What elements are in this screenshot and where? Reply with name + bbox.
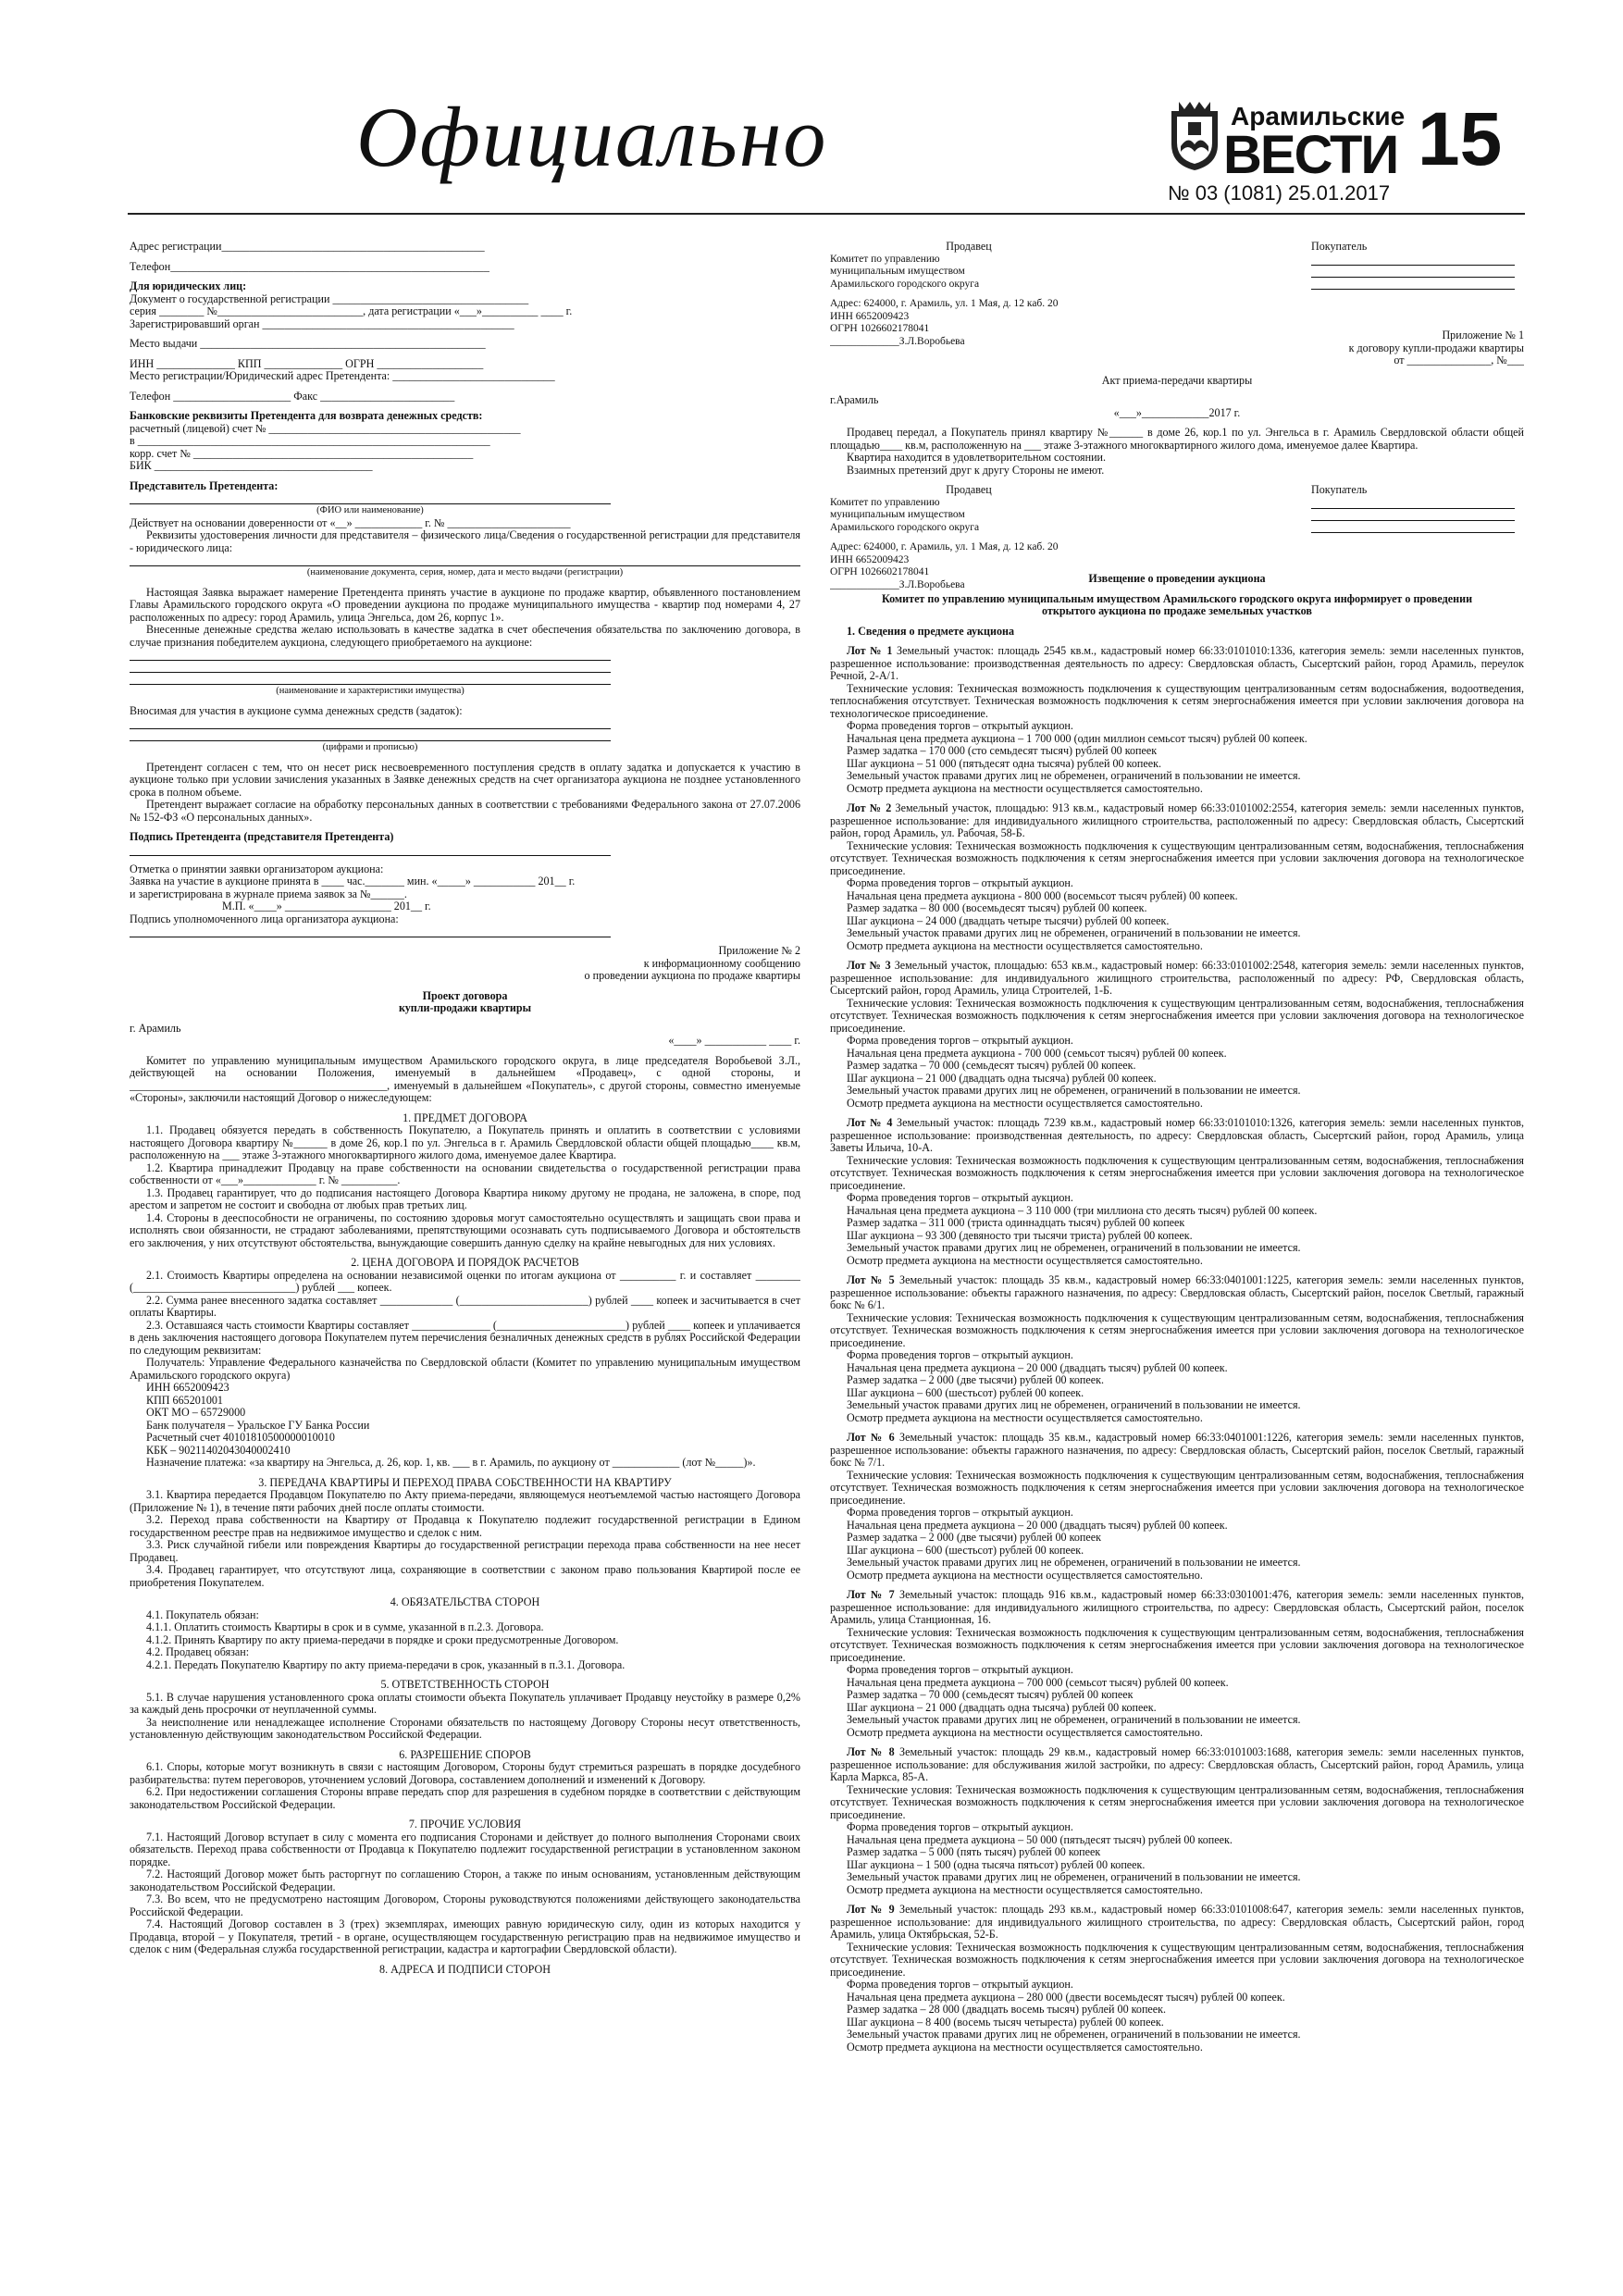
lot-text: Земельный участок, площадью: 653 кв.м., кадастровый номер: 66:33:0101002:2548, категория земель: земли населенных пунктов, разрешенное использование: для индивидуального жилищного строительства, расположенный по адресу: РФ, Свердловская область, Сысертский район, город Арамиль, улица Строителей, 1-Б.: [830, 959, 1524, 997]
lot-form: Форма проведения торгов – открытый аукцион.: [847, 1034, 1073, 1047]
paragraph: 4.1. Покупатель обязан:: [146, 1607, 259, 1621]
text-line: ОГРН 1026602178041: [830, 323, 930, 334]
paragraph: Претендент выражает согласие на обработку персональных данных в соответствии с требованиями Федерального закона от 27.07.2006 № 152-ФЗ «О персональных данных».: [130, 798, 800, 824]
lot-item: [830, 1904, 1524, 2061]
lot-form: Форма проведения торгов – открытый аукцион.: [847, 719, 1073, 732]
lot-start-price: Начальная цена предмета аукциона – 20 000 (двадцать тысяч) рублей 00 копеек.: [847, 1518, 1228, 1532]
lot-number: Лот № 2: [847, 801, 892, 814]
subheading: Подпись Претендента (представителя Претендента): [130, 830, 394, 843]
text-line: Телефон_________________________________________________________: [130, 259, 489, 273]
text-line: г. Арамиль: [130, 1021, 181, 1035]
lot-step: Шаг аукциона – 600 (шестьсот) рублей 00 копеек.: [847, 1543, 1084, 1557]
text-line: М.П. «____» ___________________ 201__ г.: [222, 900, 431, 912]
lot-start-price: Начальная цена предмета аукциона – 20 000 (двадцать тысяч) рублей 00 копеек.: [847, 1360, 1228, 1374]
lot-inspection: Осмотр предмета аукциона на местности осуществляется самостоятельно.: [847, 2040, 1203, 2054]
lot-item: [830, 1589, 1524, 1746]
lot-deposit: Размер задатка – 5 000 (пять тысяч) рублей 00 копеек: [847, 1845, 1101, 1858]
lot-text: Земельный участок: площадь 35 кв.м., кадастровый номер 66:33:0401001:1226, категория земель: земли населенных пунктов, разрешенное использование: объекты гаражного назначения, по адресу: Свердловская область, Сысертский район, поселок Светлый, гаражный бокс № 7/1.: [830, 1431, 1524, 1469]
lot-deposit: Размер задатка – 170 000 (сто семьдесят тысяч) рублей 00 копеек: [847, 744, 1158, 757]
lot-tech: Технические условия: Техническая возможность подключения к существующим централизованным сетям, водоснабжения, теплоснабжения отсутствует. Техническая возможность подключения к сетям энергоснабжения имеется при условии заключения договора на технологическое присоединение.: [830, 1940, 1524, 1979]
lot-start-price: Начальная цена предмета аукциона – 280 000 (двести восемьдесят тысяч) рублей 00 копеек.: [847, 1990, 1285, 2004]
lot-number: Лот № 3: [847, 959, 891, 972]
paragraph: 2.3. Оставшаяся часть стоимости Квартиры составляет ______________ (_______________________) рублей ____ копеек и уплачивается в день заключения настоящего договора Покупателем путем перечисления безналичных денежных средств в рублях Российской Федерации по следующим реквизитам:: [130, 1318, 800, 1357]
header-rule: [128, 213, 1525, 215]
lots-list: [830, 645, 1524, 2061]
paragraph: Взаимных претензий друг к другу Стороны не имеют.: [847, 463, 1105, 477]
lot-inspection: Осмотр предмета аукциона на местности осуществляется самостоятельно.: [847, 1096, 1203, 1110]
lot-inspection: Осмотр предмета аукциона на местности осуществляется самостоятельно.: [847, 938, 1203, 952]
notice-title: Извещение о проведении аукциона: [1088, 572, 1266, 585]
text-line: Место выдачи ___________________________________________________: [130, 337, 486, 350]
lot-description: [830, 802, 1524, 840]
section-heading: 5. ОТВЕТСТВЕННОСТЬ СТОРОН: [380, 1678, 550, 1691]
text-line: Действует на основании доверенности от «__» ____________ г. № ______________________: [130, 515, 571, 529]
lot-number: Лот № 1: [847, 644, 893, 657]
section-heading: 4. ОБЯЗАТЕЛЬСТВА СТОРОН: [390, 1595, 540, 1608]
paragraph: 7.1. Настоящий Договор вступает в силу с момента его подписания Сторонами и действует до полного выполнения Сторонами своих обязательств. Переход права собственности от Продавца к Покупателю подлежит государственной регистрации в установленном законом порядке.: [130, 1830, 800, 1868]
lot-step: Шаг аукциона – 93 300 (девяносто три тысячи триста) рублей 00 копеек.: [847, 1228, 1193, 1242]
paragraph: 3.3. Риск случайной гибели или повреждения Квартиры до государственной регистрации перехода права собственности на нее несет Продавец.: [130, 1538, 800, 1564]
lot-text: Земельный участок: площадь 35 кв.м., кадастровый номер 66:33:0401001:1225, категория земель: земли населенных пунктов, разрешенное использование: объекты гаражного назначения, по адресу: Свердловская область, Сысертский район, поселок Светлый, гаражный бокс № 6/1.: [830, 1273, 1524, 1311]
paragraph: Получатель: Управление Федерального казначейства по Свердловской области (Комитет по управлению муниципальным имуществом Арамильского городского округа): [130, 1356, 800, 1382]
lot-form: Форма проведения торгов – открытый аукцион.: [847, 1348, 1073, 1361]
lot-tech: Технические условия: Техническая возможность подключения к существующим централизованным сетям, водоснабжения, теплоснабжения отсутствует. Техническая возможность подключения к сетям энергоснабжения имеется при условии заключения договора на технологическое присоединение.: [830, 1153, 1524, 1192]
lot-tech: Технические условия: Техническая возможность подключения к существующим централизованным сетям водоснабжения, водоотведения, теплоснабжения отсутствует. Техническая возможность подключения к сетям энергоснабжения имеется при условии заключения договора на технологическое присоединение.: [830, 681, 1524, 720]
paragraph: За неисполнение или ненадлежащее исполнение Сторонами обязательств по настоящему Договору Стороны несут ответственность, установленную действующим законодательством Российской Федерации.: [130, 1715, 800, 1741]
paragraph: 4.2.1. Передать Покупателю Квартиру по акту приема-передачи в срок, указанный в п.3.1. Договора.: [146, 1657, 626, 1671]
lot-encumbrance: Земельный участок правами других лиц не обременен, ограничений в пользовании не имеется.: [847, 2028, 1301, 2041]
lot-tech: Технические условия: Техническая возможность подключения к существующим централизованным сетям, водоснабжения, теплоснабжения отсутствует. Техническая возможность подключения к сетям энергоснабжения имеется при условии заключения договора на технологическое присоединение.: [830, 1310, 1524, 1349]
text-line: Реквизиты удостоверения личности для представителя – физического лица/Сведения о государственной регистрации для представителя - юридического лица:: [130, 528, 800, 554]
lot-number: Лот № 6: [847, 1431, 895, 1444]
section-heading: 8. АДРЕСА И ПОДПИСИ СТОРОН: [379, 1962, 551, 1976]
paragraph: ОКТ МО – 65729000: [146, 1406, 246, 1419]
paragraph: ИНН 6652009423: [146, 1381, 229, 1394]
paragraph: КПП 665201001: [146, 1393, 223, 1407]
lot-item: [830, 1274, 1524, 1432]
lot-step: Шаг аукциона – 8 400 (восемь тысяч четыреста) рублей 00 копеек.: [847, 2015, 1164, 2029]
left-column: [130, 241, 800, 2272]
lot-item: [830, 1746, 1524, 1904]
lot-step: Шаг аукциона – 51 000 (пятьдесят одна тысяча) рублей 00 копеек.: [847, 756, 1161, 770]
text-line: ОГРН 1026602178041: [830, 566, 930, 577]
lot-description: [830, 1274, 1524, 1312]
newspaper-logo: [1168, 93, 1406, 185]
text-line: Место регистрации/Юридический адрес Претендента: _____________________________: [130, 369, 555, 382]
contract-title: купли-продажи квартиры: [398, 1001, 532, 1014]
section-title: Официально: [356, 90, 828, 184]
lot-encumbrance: Земельный участок правами других лиц не обременен, ограничений в пользовании не имеется.: [847, 1870, 1301, 1883]
lot-inspection: Осмотр предмета аукциона на местности осуществляется самостоятельно.: [847, 781, 1203, 795]
lot-deposit: Размер задатка – 2 000 (две тысячи) рублей 00 копеек.: [847, 1373, 1105, 1386]
logo-main-text: ВЕСТИ: [1223, 125, 1398, 185]
lot-text: Земельный участок: площадь 7239 кв.м., кадастровый номер 66:33:0101010:1326, категория земель: земли населенных пунктов, разрешенное использование: производственная деятельность, по адресу: Свердловская область, Сысертский район, город Арамиль, улица Заветы Ильича, 10-А.: [830, 1116, 1524, 1154]
paragraph: Расчетный счет 40101810500000010010: [146, 1431, 335, 1444]
paragraph: Назначение платежа: «за квартиру на Энгельса, д. 26, кор. 1, кв. ___ в г. Арамиль, по аукциону от ____________ (лот №_____)».: [146, 1456, 756, 1469]
text-line: корр. счет № __________________________________________________: [130, 446, 474, 460]
lot-encumbrance: Земельный участок правами других лиц не обременен, ограничений в пользовании не имеется.: [847, 769, 1301, 782]
buyer-label: Покупатель: [1311, 483, 1368, 496]
lot-number: Лот № 5: [847, 1273, 895, 1286]
paragraph: 4.1.1. Оплатить стоимость Квартиры в срок и в сумме, указанной в п.2.3. Договора.: [146, 1620, 544, 1633]
buyer-label: Покупатель: [1311, 241, 1368, 253]
text-line: Адрес: 624000, г. Арамиль, ул. 1 Мая, д. 12 каб. 20: [830, 298, 1059, 309]
lot-form: Форма проведения торгов – открытый аукцион.: [847, 876, 1073, 889]
lot-form: Форма проведения торгов – открытый аукцион.: [847, 1663, 1073, 1676]
lot-description: [830, 1117, 1524, 1155]
lot-inspection: Осмотр предмета аукциона на местности осуществляется самостоятельно.: [847, 1725, 1203, 1739]
lot-inspection: Осмотр предмета аукциона на местности осуществляется самостоятельно.: [847, 1568, 1203, 1582]
lot-tech: Технические условия: Техническая возможность подключения к существующим централизованным сетям, водоснабжения, теплоснабжения отсутствует. Техническая возможность подключения к сетям энергоснабжения имеется при условии заключения договора на технологическое присоединение.: [830, 1468, 1524, 1507]
lot-step: Шаг аукциона – 21 000 (двадцать одна тысяча) рублей 00 копеек.: [847, 1071, 1157, 1085]
text-line: Заявка на участие в аукционе принята в ____ час._______ мин. «_____» ___________ 201__ г.: [130, 875, 576, 887]
lot-number: Лот № 7: [847, 1588, 895, 1601]
lot-item: [830, 1432, 1524, 1589]
notice-subtitle: Комитет по управлению муниципальным имуществом Арамильского городского округа информирует о проведении открытого аукциона по продаже земельных участков: [881, 591, 1473, 617]
lot-deposit: Размер задатка – 311 000 (триста одиннадцать тысяч) рублей 00 копеек: [847, 1216, 1185, 1229]
paragraph: Комитет по управлению муниципальным имуществом Арамильского городского округа, в лице председателя Воробьевой З.Л., действующей на основании Положения, именуемый в дальнейшем «Продавец», с одной стороны, и ______________________________________________, именуемый в дальнейшем «Покупатель», с другой стороны, совместно именуемые «Стороны», заключили настоящий Договор о нижеследующем:: [130, 1053, 800, 1104]
text-line: «___»____________2017 г.: [1113, 405, 1241, 419]
lot-deposit: Размер задатка – 2 000 (две тысячи) рублей 00 копеек: [847, 1531, 1102, 1544]
appendix-line: Приложение № 1: [1442, 329, 1524, 341]
text-line: расчетный (лицевой) счет № _____________________________________________: [130, 421, 521, 435]
paragraph: Квартира находится в удовлетворительном состоянии.: [847, 451, 1107, 464]
subheading: Для юридических лиц:: [130, 279, 247, 292]
page-header: [0, 0, 1623, 213]
appendix-line: к информационному сообщению: [643, 956, 800, 970]
right-column: [830, 241, 1524, 2272]
lot-description: [830, 1432, 1524, 1470]
lot-form: Форма проведения торгов – открытый аукцион.: [847, 1191, 1073, 1204]
caption: (цифрами и прописью): [322, 742, 418, 752]
appendix-line: о проведении аукциона по продаже квартиры: [584, 969, 800, 982]
paragraph: 6.1. Споры, которые могут возникнуть в связи с настоящим Договором, Стороны будут стремиться разрешать в порядке досудебного разбирательства: путем переговоров, уточнением условий Договора, составлением дополнений и изменений к Договору.: [130, 1760, 800, 1786]
section-heading: 7. ПРОЧИЕ УСЛОВИЯ: [408, 1818, 522, 1831]
lot-item: [830, 645, 1524, 802]
lot-item: [830, 1117, 1524, 1274]
lot-deposit: Размер задатка – 70 000 (семьдесят тысяч) рублей 00 копеек.: [847, 1059, 1136, 1072]
paragraph: 4.1.2. Принять Квартиру по акту приема-передачи в порядке и сроки предусмотренные Договором.: [146, 1632, 619, 1646]
lot-step: Шаг аукциона – 24 000 (двадцать четыре тысячи) рублей 00 копеек.: [847, 913, 1170, 927]
text-line: муниципальным имуществом: [830, 509, 965, 520]
lot-encumbrance: Земельный участок правами других лиц не обременен, ограничений в пользовании не имеется.: [847, 926, 1301, 939]
issue-number: № 03 (1081) 25.01.2017: [1168, 181, 1391, 205]
subheading: Банковские реквизиты Претендента для возврата денежных средств:: [130, 409, 483, 422]
paragraph: 3.4. Продавец гарантирует, что отсутствуют лица, сохраняющие в соответствии с законом право пользования Квартирой после ее приобретения Покупателем.: [130, 1563, 800, 1589]
lot-start-price: Начальная цена предмета аукциона - 700 000 (семьсот тысяч) рублей 00 копеек.: [847, 1046, 1227, 1060]
contract-sections: [130, 1105, 800, 1956]
text-line: _____________З.Л.Воробьева: [830, 578, 965, 590]
lot-inspection: Осмотр предмета аукциона на местности осуществляется самостоятельно.: [847, 1882, 1203, 1896]
logo-top-text: Арамильские: [1231, 102, 1406, 130]
lot-description: [830, 1589, 1524, 1627]
text-line: ИНН ______________ КПП ______________ ОГРН ___________________: [130, 356, 484, 370]
text-line: Зарегистрировавший орган _____________________________________________: [130, 316, 514, 330]
lot-text: Земельный участок: площадь 29 кв.м., кадастровый номер 66:33:0101003:1688, категория земель: земли населенных пунктов, разрешенное использование: для обслуживания жилой застройки, по адресу: Свердловская область, Сысертский район, город Арамиль, улица Карла Маркса, 85-А.: [830, 1745, 1524, 1783]
appendix-line: от _______________, №___: [1394, 354, 1524, 366]
text-line: Адрес: 624000, г. Арамиль, ул. 1 Мая, д. 12 каб. 20: [830, 541, 1059, 552]
paragraph: 1.3. Продавец гарантирует, что до подписания настоящего Договора Квартира никому другому не продана, не заложена, в споре, под арестом и запретом не состоит и свободна от любых прав третьих лиц.: [130, 1185, 800, 1211]
text-line: ИНН 6652009423: [830, 310, 910, 322]
contract-title: Проект договора: [422, 988, 508, 1002]
text-line: Арамильского городского округа: [830, 278, 980, 290]
section-heading: 1. ПРЕДМЕТ ДОГОВОРА: [403, 1111, 527, 1124]
paragraph: 7.2. Настоящий Договор может быть расторгнут по соглашению Сторон, а также по иным основаниям, установленным действующим законодательством Российской Федерации.: [130, 1868, 800, 1893]
paragraph: Настоящая Заявка выражает намерение Претендента принять участие в аукционе по продаже квартир, объявленного постановлением Главы Арамильского городского округа «О проведении аукциона по продаже муниципального имущества - квартир под номерами 4, 27 расположенных по адресу: город Арамиль, улица Энгельса, дом 26, корпус 1».: [130, 585, 800, 624]
lot-tech: Технические условия: Техническая возможность подключения к существующим централизованным сетям, водоснабжения, теплоснабжения отсутствует. Техническая возможность подключения к сетям энергоснабжения имеется при условии заключения договора на технологическое присоединение.: [830, 1625, 1524, 1664]
lot-start-price: Начальная цена предмета аукциона - 800 000 (восемьсот тысяч рублей) 00 копеек.: [847, 888, 1238, 902]
lot-description: [830, 1746, 1524, 1784]
text-line: Телефон _____________________ Факс ________________________: [130, 389, 455, 403]
lot-inspection: Осмотр предмета аукциона на местности осуществляется самостоятельно.: [847, 1253, 1203, 1267]
lot-start-price: Начальная цена предмета аукциона – 3 110 000 (три миллиона сто десять тысяч) рублей 00 копеек.: [847, 1203, 1318, 1217]
seller-label: Продавец: [946, 241, 992, 253]
paragraph: 2.2. Сумма ранее внесенного задатка составляет _____________ (_______________________) рублей ____ копеек и засчитывается в счет оплаты Квартиры.: [130, 1293, 800, 1319]
lot-text: Земельный участок: площадь 2545 кв.м., кадастровый номер 66:33:0101010:1336, категория земель: земли населенных пунктов, разрешенное использование: производственная деятельность по адресу: Свердловская область, Сысертский район, город Арамиль, переулок Речной, 2-А/1.: [830, 644, 1524, 682]
crest-icon: [1168, 98, 1221, 172]
paragraph: КБК – 90211402043040002410: [146, 1443, 291, 1457]
paragraph: Претендент согласен с тем, что он несет риск несвоевременного поступления средств в оплату задатка и допускается к участию в аукционе только при условии зачисления указанных в Заявке денежных средств на счет организатора аукциона не позднее установленного срока в полном объеме.: [130, 760, 800, 799]
lot-form: Форма проведения торгов – открытый аукцион.: [847, 1978, 1073, 1991]
text-line: Адрес регистрации_______________________________________________: [130, 241, 485, 253]
text-line: муниципальным имуществом: [830, 266, 965, 277]
paragraph: Внесенные денежные средства желаю использовать в качестве задатка в счет обеспечения обязательства по заключению договора, в случае признания победителем аукциона, следующего приобретаемого на аукционе:: [130, 623, 800, 649]
caption: (наименование и характеристики имущества): [276, 686, 465, 696]
paragraph: 6.2. При недостижении соглашения Стороны вправе передать спор для разрешения в судебном порядке в соответствии с действующим законодательством Российской Федерации.: [130, 1785, 800, 1811]
lot-item: [830, 802, 1524, 960]
text-line: в _______________________________________________________________: [130, 434, 490, 447]
paragraph: 3.2. Переход права собственности на Квартиру от Продавца к Покупателю подлежит государственной регистрации в Едином государственном реестре прав на недвижимое имущество и сделок с ним.: [130, 1513, 800, 1539]
lot-step: Шаг аукциона – 1 500 (одна тысяча пятьсот) рублей 00 копеек.: [847, 1857, 1146, 1871]
lot-text: Земельный участок: площадь 916 кв.м., кадастровый номер 66:33:0301001:476, категория земель: земли населенных пунктов, разрешенное использование: для индивидуального жилищного строительства, по адресу: Свердловская область, Сысертский район, поселок Арамиль, улица Станционная, 16.: [830, 1588, 1524, 1626]
lot-form: Форма проведения торгов – открытый аукцион.: [847, 1820, 1073, 1833]
paragraph: 1.4. Стороны в дееспособности не ограничены, по состоянию здоровья могут самостоятельно осуществлять и защищать свои права и исполнять свои обязанности, не страдают заболеваниями, препятствующими осознавать суть подписываемого Договора и обстоятельств его заключения, у них отсутствуют обстоятельства, вынуждающие совершить данную сделку на крайне невыгодных для них условиях.: [130, 1210, 800, 1249]
text-line: Документ о государственной регистрации ___________________________________: [130, 292, 529, 305]
lot-number: Лот № 9: [847, 1903, 895, 1916]
lot-encumbrance: Земельный участок правами других лиц не обременен, ограничений в пользовании не имеется.: [847, 1084, 1301, 1097]
lot-inspection: Осмотр предмета аукциона на местности осуществляется самостоятельно.: [847, 1410, 1203, 1424]
text-line: Подпись уполномоченного лица организатора аукциона:: [130, 912, 399, 925]
text-line: БИК _______________________________________: [130, 459, 373, 472]
lot-step: Шаг аукциона – 21 000 (двадцать одна тысяча) рублей 00 копеек.: [847, 1700, 1157, 1714]
text-line: Комитет по управлению: [830, 496, 940, 508]
paragraph: 3.1. Квартира передается Продавцом Покупателю по Акту приема-передачи, являющемуся неотъемлемой частью настоящего Договора (Приложение № 1), в течение пяти рабочих дней после оплаты стоимости.: [130, 1488, 800, 1514]
lot-description: [830, 960, 1524, 998]
paragraph: Банк получателя – Уральское ГУ Банка России: [146, 1418, 370, 1432]
lot-deposit: Размер задатка – 80 000 (восемьдесят тысяч) рублей 00 копеек.: [847, 901, 1147, 914]
lot-tech: Технические условия: Техническая возможность подключения к существующим централизованным сетям, водоснабжения, теплоснабжения отсутствует. Техническая возможность подключения к сетям энергоснабжения имеется при условии заключения договора на технологическое присоединение.: [830, 996, 1524, 1035]
lot-start-price: Начальная цена предмета аукциона – 50 000 (пятьдесят тысяч) рублей 00 копеек.: [847, 1832, 1233, 1846]
paragraph: 2.1. Стоимость Квартиры определена на основании независимой оценки по итогам аукциона от __________ г. и составляет ________ (_____________________________) рублей ___ копеек.: [130, 1268, 800, 1294]
lot-tech: Технические условия: Техническая возможность подключения к существующим централизованным сетям, водоснабжения, теплоснабжения отсутствует. Техническая возможность подключения к сетям энергоснабжения имеется при условии заключения договора на технологическое присоединение.: [830, 1782, 1524, 1821]
lot-start-price: Начальная цена предмета аукциона – 1 700 000 (один миллион семьсот тысяч) рублей 00 копеек.: [847, 731, 1307, 745]
subheading: Представитель Претендента:: [130, 478, 279, 492]
text-line: г.Арамиль: [830, 393, 879, 406]
paragraph: 7.3. Во всем, что не предусмотрено настоящим Договором, Стороны руководствуются положениями действующего законодательства Российской Федерации.: [130, 1893, 800, 1918]
lot-text: Земельный участок, площадью: 913 кв.м., кадастровый номер 66:33:0101002:2554, категория земель: земли населенных пунктов, разрешенное использование: для индивидуального жилищного строительства, расположенный по адресу: Свердловская область, Сысертский район, город Арамиль, ул. Рабочая, 58-Б.: [830, 801, 1524, 839]
lot-deposit: Размер задатка – 28 000 (двадцать восемь тысяч) рублей 00 копеек.: [847, 2003, 1167, 2016]
lot-deposit: Размер задатка – 70 000 (семьдесят тысяч) рублей 00 копеек: [847, 1688, 1134, 1701]
appendix-line: к договору купли-продажи квартиры: [1348, 341, 1524, 354]
act-title: Акт приема-передачи квартиры: [1101, 373, 1253, 387]
text-line: ИНН 6652009423: [830, 553, 910, 565]
text-line: серия ________ №__________________________, дата регистрации «___»__________ ____ г.: [130, 304, 573, 317]
lot-encumbrance: Земельный участок правами других лиц не обременен, ограничений в пользовании не имеется.: [847, 1241, 1301, 1254]
text-line: «____» ___________ ____ г.: [668, 1034, 800, 1047]
lot-tech: Технические условия: Техническая возможность подключения к существующим централизованным сетям, водоснабжения, теплоснабжения отсутствует. Техническая возможность подключения к сетям энергоснабжения имеется при условии заключения договора на технологическое присоединение.: [830, 838, 1524, 877]
lot-item: [830, 960, 1524, 1117]
text-line: Вносимая для участия в аукционе сумма денежных средств (задаток):: [130, 703, 463, 717]
text-line: и зарегистрирована в журнале приема заявок за №______.: [130, 887, 407, 900]
lot-description: [830, 1904, 1524, 1942]
paragraph: 1.1. Продавец обязуется передать в собственность Покупателю, а Покупатель принять и оплатить в соответствии с условиями настоящего Договора квартиру №______ в доме 26, кор.1 по ул. Энгельса в г. Арамиль Свердловской области общей площадью____ кв.м, расположенную на ___ этаже 3-этажного многоквартирного жилого дома, именуемое далее Квартира.: [130, 1123, 800, 1161]
paragraph: 5.1. В случае нарушения установленного срока оплаты стоимости объекта Покупатель уплачивает Продавцу неустойку в размере 0,2% за каждый день просрочки от неуплаченной суммы.: [130, 1690, 800, 1716]
page-number: 15: [1418, 97, 1503, 181]
lot-number: Лот № 8: [847, 1745, 895, 1758]
paragraph: 1.2. Квартира принадлежит Продавцу на праве собственности на основании свидетельства о государственной регистрации права собственности от «___»_____________ г. № __________.: [130, 1160, 800, 1186]
section-heading: 2. ЦЕНА ДОГОВОРА И ПОРЯДОК РАСЧЕТОВ: [351, 1256, 579, 1269]
text-line: Комитет по управлению: [830, 253, 940, 265]
text-line: _____________З.Л.Воробьева: [830, 335, 965, 347]
lot-step: Шаг аукциона – 600 (шестьсот) рублей 00 копеек.: [847, 1385, 1084, 1399]
paragraph: Продавец передал, а Покупатель принял квартиру №______ в доме 26, кор.1 по ул. Энгельса в г. Арамиль Свердловской области общей площадью____ кв.м, расположенную на ___ этаже 3-этажного многоквартирного жилого дома, именуемое далее Квартира.: [830, 426, 1524, 452]
lot-start-price: Начальная цена предмета аукциона – 700 000 (семьсот тысяч) рублей 00 копеек.: [847, 1675, 1229, 1689]
section-heading: 3. ПЕРЕДАЧА КВАРТИРЫ И ПЕРЕХОД ПРАВА СОБСТВЕННОСТИ НА КВАРТИРУ: [258, 1475, 672, 1489]
lot-description: [830, 645, 1524, 683]
section-heading: 6. РАЗРЕШЕНИЕ СПОРОВ: [399, 1747, 531, 1761]
text-line: Арамильского городского округа: [830, 521, 980, 533]
lot-encumbrance: Земельный участок правами других лиц не обременен, ограничений в пользовании не имеется.: [847, 1713, 1301, 1726]
seller-label: Продавец: [946, 483, 992, 496]
lot-encumbrance: Земельный участок правами других лиц не обременен, ограничений в пользовании не имеется.: [847, 1556, 1301, 1569]
lot-text: Земельный участок: площадь 293 кв.м., кадастровый номер 66:33:0101008:647, категория земель: земли населенных пунктов, разрешенное использование: для индивидуального жилищного строительства, по адресу: Свердловская область, Сысертский район, город Арамиль, улица Октябрьская, 52-Б.: [830, 1903, 1524, 1941]
notice-section: 1. Сведения о предмете аукциона: [847, 624, 1015, 638]
text-line: Отметка о принятии заявки организатором аукциона:: [130, 862, 384, 875]
lot-form: Форма проведения торгов – открытый аукцион.: [847, 1506, 1073, 1519]
paragraph: 7.4. Настоящий Договор составлен в 3 (трех) экземплярах, имеющих равную юридическую силу, один из которых находится у Продавца, второй – у Покупателя, третий - в органе, осуществляющем государственную регистрацию прав на недвижимое имущество и сделок с ним (Федеральная служба государственной регистрации, кадастра и картографии Свердловской области).: [130, 1917, 800, 1955]
lot-encumbrance: Земельный участок правами других лиц не обременен, ограничений в пользовании не имеется.: [847, 1398, 1301, 1411]
caption: (ФИО или наименование): [316, 505, 424, 515]
caption: (наименование документа, серия, номер, дата и место выдачи (регистрации): [306, 567, 624, 577]
paragraph: 4.2. Продавец обязан:: [146, 1645, 250, 1658]
appendix-line: Приложение № 2: [718, 944, 800, 957]
lot-number: Лот № 4: [847, 1116, 893, 1129]
